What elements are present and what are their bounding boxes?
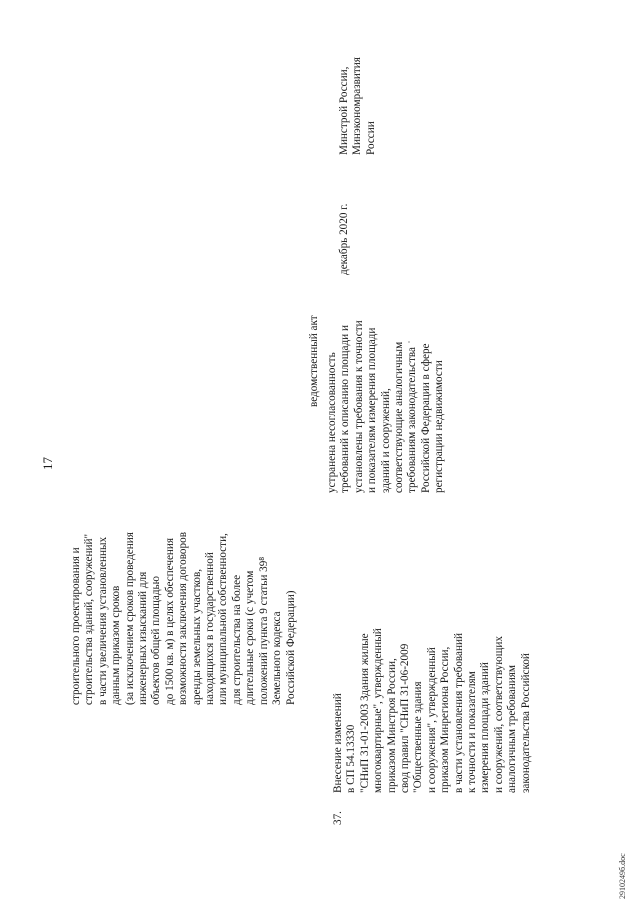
row-number: 37. — [332, 811, 344, 825]
expected-result-text: устранена несогласованность требований к описанию площади и установлены требования к точности и показателям измерения площади зданий и сооружений, соответствующие аналогичным требованиям законодательства Российской Федерации в сфере регистрации недвижимости — [326, 320, 446, 493]
deadline-text: декабрь 2020 г. — [338, 203, 350, 275]
continued-measure-text: строительного проектирования и строительства зданий, сооружений" в части увеличения установленных данным приказом сроков (за исключением сроков проведения инженерных изысканий для объектов общей площадью до 1500 кв. м) в целях обеспечения возможности заключения договоров аренды земельных участков, находящихся в государственной или муниципальной собственности, для строительства на более длительные сроки (с учетом положений пункта 9 статьи 39⁸ Земельного кодекса Российской Федерации) — [70, 532, 297, 705]
footer-filename: 2910249б.doc — [618, 853, 627, 899]
measure-name-text: Внесение изменений в СП 54.13330 "СНиП 31-01-2003 Здания жилые многоквартирные", утвержденный приказом Минстроя России, свод правил "СНиП 31-06-2009 "Общественные здания и сооружения", утвержденный приказом Минрегиона России, в части установления требований к точности и показателям измерения площади зданий и сооружений, соответствующих аналогичным требованиям законодательства Российской — [332, 628, 532, 793]
responsible-text: Минстрой России, Минэкономразвития России — [338, 57, 377, 155]
act-type-text: ведомственный акт — [308, 315, 320, 407]
scan-speck — [408, 341, 410, 343]
page-number: 17 — [40, 457, 55, 470]
